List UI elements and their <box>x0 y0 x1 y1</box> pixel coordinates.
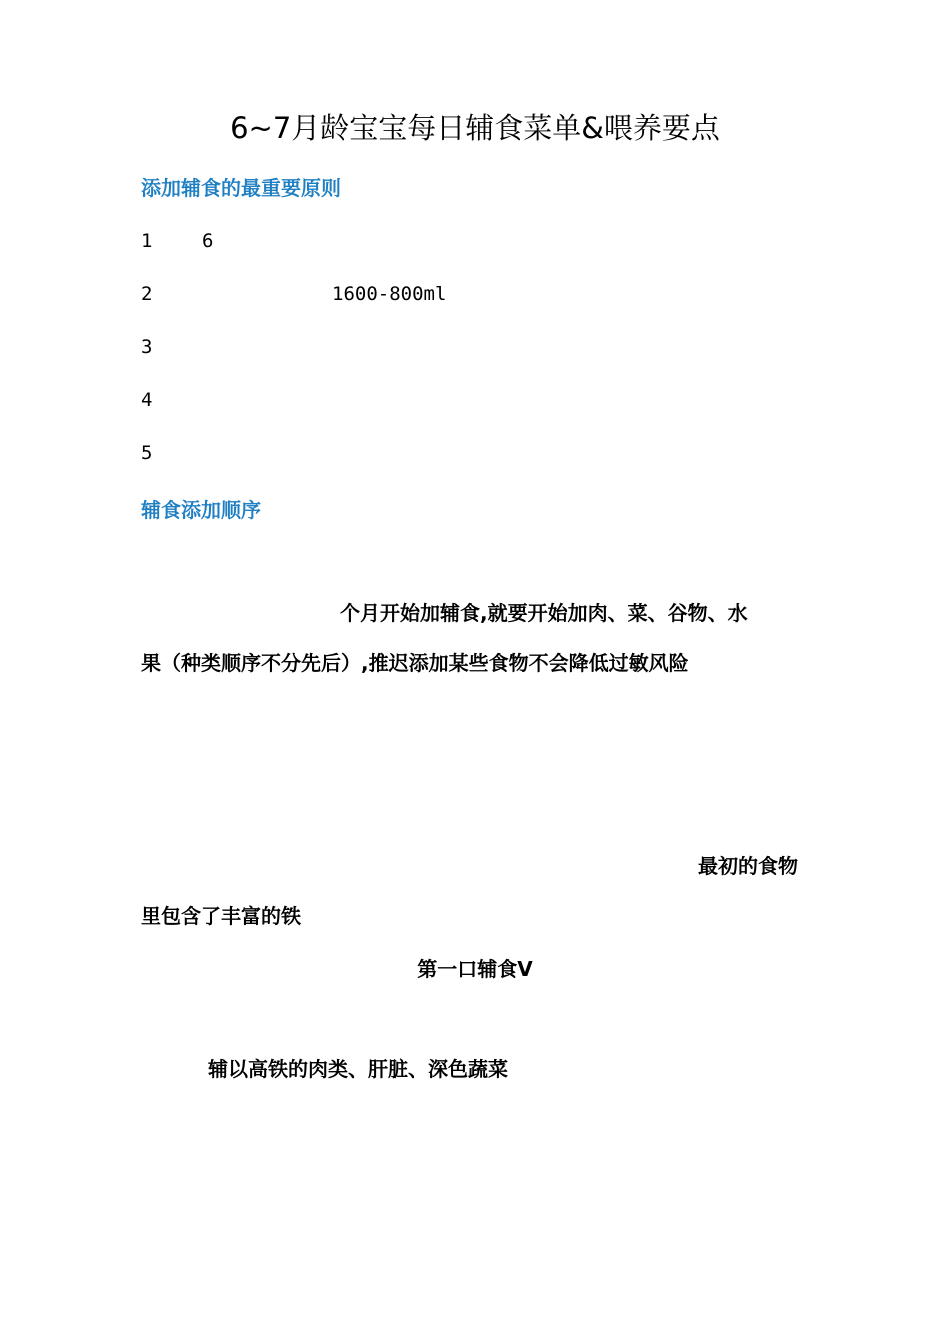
paragraph-line: 里包含了丰富的铁 <box>141 904 301 928</box>
list-item-text: 6 <box>202 230 214 252</box>
paragraph-line: 果（种类顺序不分先后）,推迟添加某些食物不会降低过敏风险 <box>141 651 689 675</box>
list-item-number: 2 <box>141 283 153 305</box>
paragraph-line: 最初的食物 <box>698 854 798 878</box>
list-item-number: 1 <box>141 230 153 252</box>
paragraph-line: 个月开始加辅食,就要开始加肉、菜、谷物、水 <box>340 601 748 625</box>
section-heading-principles: 添加辅食的最重要原则 <box>141 176 341 200</box>
list-item-text: 1600-800ml <box>332 283 447 305</box>
list-item-number: 3 <box>141 336 153 358</box>
supplement-line: 辅以高铁的肉类、肝脏、深色蔬菜 <box>208 1057 508 1081</box>
section-heading-order: 辅食添加顺序 <box>141 498 261 522</box>
list-item-number: 5 <box>141 442 153 464</box>
list-item-number: 4 <box>141 389 153 411</box>
first-food-line: 第一口辅食V <box>417 957 533 981</box>
page-title: 6~7月龄宝宝每日辅食菜单&喂养要点 <box>230 111 720 145</box>
